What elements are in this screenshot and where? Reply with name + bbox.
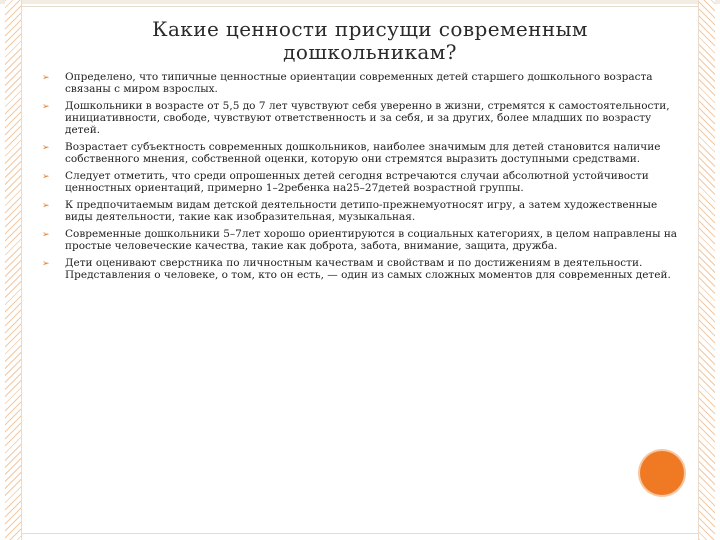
triangle-arrow-icon: ➢ <box>42 172 50 182</box>
list-item-text: Современные дошкольники 5–7лет хорошо ориентируются в социальных категориях, в целом направлены на простые человеческие качества, такие как доброта, забота, внимание, защита, дружба. <box>65 228 678 252</box>
top-stripe <box>0 0 720 4</box>
list-item-text: Возрастает субъектность современных дошкольников, наиболее значимым для детей становится наличие собственного мнения, собственной оценки, которую они стремятся выразить доступными средствами. <box>65 141 661 165</box>
orange-circle-decoration <box>640 451 684 495</box>
list-item <box>42 71 678 95</box>
list-item-text: Следует отметить, что среди опрошенных детей сегодня встречаются случаи абсолютной устойчивости ценностных ориентаций, примерно 1–2ребенка на25–27детей возрастной группы. <box>65 170 649 194</box>
bullet-list <box>42 71 678 286</box>
list-item <box>42 257 678 281</box>
list-item <box>42 199 678 223</box>
triangle-arrow-icon: ➢ <box>42 259 50 269</box>
triangle-arrow-icon: ➢ <box>42 201 50 211</box>
list-item-text: Дошкольники в возрасте от 5,5 до 7 лет чувствуют себя уверенно в жизни, стремятся к самостоятельности, инициативности, свободе, чувствуют ответственность и за себя, и за других, более младших по возрасту детей. <box>65 100 670 136</box>
list-item <box>42 170 678 194</box>
list-item <box>42 228 678 252</box>
slide-title: Какие ценности присущи современным дошкольникам? <box>152 17 588 64</box>
list-item-text: К предпочитаемым видам детской деятельности детипо-прежнемуотносят игру, а затем художественные виды деятельности, такие как изобразительная, музыкальная. <box>65 199 658 223</box>
triangle-arrow-icon: ➢ <box>42 143 50 153</box>
triangle-arrow-icon: ➢ <box>42 73 50 83</box>
triangle-arrow-icon: ➢ <box>42 102 50 112</box>
triangle-arrow-icon: ➢ <box>42 230 50 240</box>
left-decorative-border <box>5 0 22 540</box>
list-item <box>42 141 678 165</box>
right-decorative-border <box>698 0 715 540</box>
list-item-text: Определено, что типичные ценностные ориентации современных детей старшего дошкольного возраста связаны с миром взрослых. <box>65 71 653 95</box>
list-item-text: Дети оценивают сверстника по личностным качествам и свойствам и по достижениям в деятельности. Представления о человеке, о том, кто он есть, — один из самых сложных моментов для современных детей. <box>65 257 671 281</box>
list-item <box>42 100 678 136</box>
